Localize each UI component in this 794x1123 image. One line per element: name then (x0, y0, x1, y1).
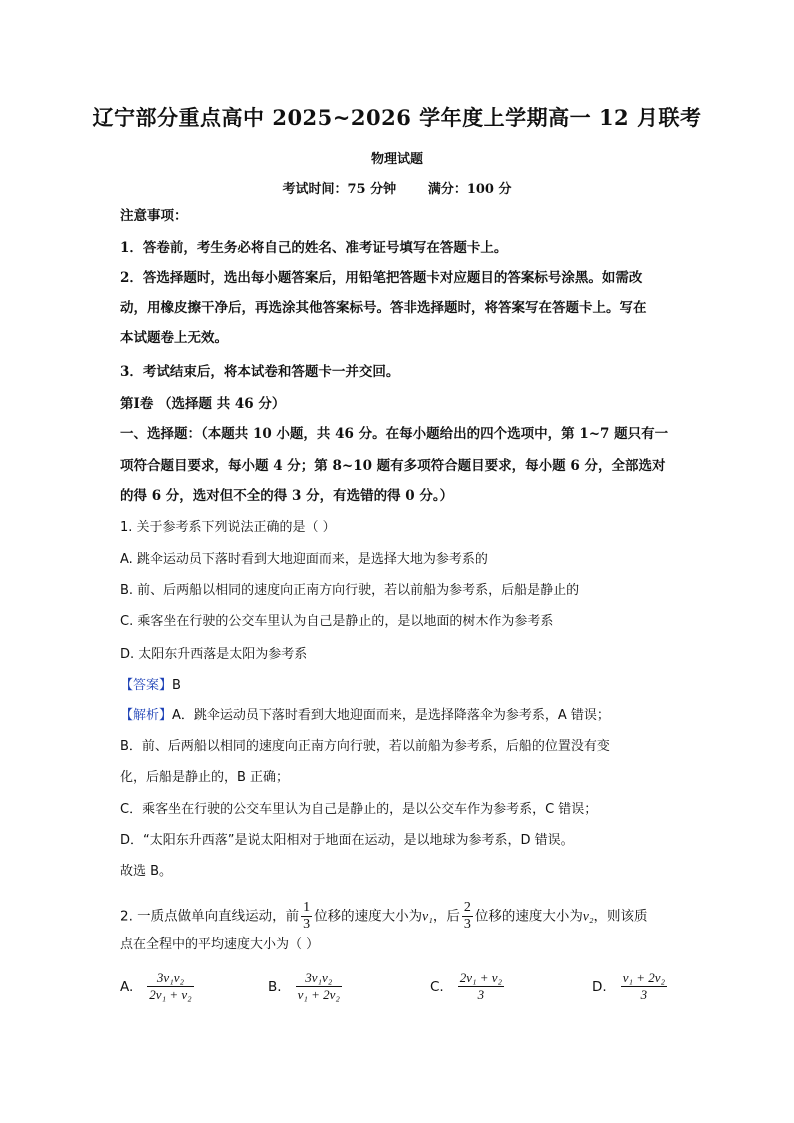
section-instructions-line-1: 一、选择题：（本题共 10 小题，共 46 分。在每小题给出的四个选项中，第 1~7 题只有一 (120, 426, 669, 442)
subject-title: 物理试题 (370, 152, 423, 167)
option-numerator: 3v₁v₂ (147, 970, 193, 987)
q2-stem-part-1: 2. 一质点做单向直线运动，前 (120, 908, 300, 925)
option-label: B. (268, 978, 282, 995)
answer-label: 【答案】 (120, 678, 173, 693)
frac1-den: 3 (303, 917, 311, 932)
question-1-analysis-line-1 (120, 706, 610, 726)
question-1-option-a: A. 跳伞运动员下落时看到大地迎面而来，是选择大地为参考系的 (120, 552, 488, 567)
option-fraction (296, 970, 342, 1003)
question-1-analysis-line-5: D．“太阳东升西落”是说太阳相对于地面在运动，是以地球为参考系，D 错误。 (120, 833, 574, 848)
frac2-num: 2 (463, 900, 471, 915)
question-2-option-b (268, 970, 344, 1003)
analysis-label: 【解析】 (120, 708, 173, 723)
question-2-option-c (430, 970, 506, 1003)
question-1-analysis-line-4: C．乘客坐在行驶的公交车里认为自己是静止的，是以公交车作为参考系，C 错误； (120, 802, 598, 817)
option-denominator: 2v₁ + v₂ (149, 987, 192, 1002)
frac2-den: 3 (463, 917, 471, 932)
question-1-analysis-line-3: 化，后船是静止的，B 正确； (120, 770, 290, 785)
option-numerator: 3v₁v₂ (296, 970, 342, 987)
note-item-3: 3．考试结束后，将本试卷和答题卡一并交回。 (120, 364, 400, 380)
question-2-stem-line-2: 点在全程中的平均速度大小为（ ） (120, 937, 320, 952)
question-1-conclusion: 故选 B。 (120, 864, 173, 879)
option-fraction (147, 970, 193, 1003)
option-denominator: 3 (477, 987, 485, 1002)
exam-info: 考试时间：75 分钟 满分：100 分 (282, 182, 512, 197)
note-item-2-line-3: 本试题卷上无效。 (120, 330, 228, 346)
option-label: C. (430, 978, 444, 995)
exam-title: 辽宁部分重点高中 2025~2026 学年度上学期高一 12 月联考 (92, 105, 702, 130)
option-fraction (621, 970, 667, 1003)
option-fraction (458, 970, 504, 1003)
answer-value: B (172, 678, 181, 693)
option-denominator: 3 (640, 987, 648, 1002)
section-instructions-line-2: 项符合题目要求，每小题 4 分；第 8~10 题有多项符合题目要求，每小题 6 分，全部选对 (120, 458, 666, 474)
question-1-stem: 1. 关于参考系下列说法正确的是（ ） (120, 520, 336, 535)
q2-stem-part-2: 位移的速度大小为 (314, 908, 423, 925)
question-1-option-b: B. 前、后两船以相同的速度向正南方向行驶，若以前船为参考系，后船是静止的 (120, 583, 580, 598)
fraction-one-third (301, 900, 312, 933)
question-1-answer (120, 676, 181, 696)
question-1-option-d: D. 太阳东升西落是太阳为参考系 (120, 647, 308, 662)
q2-stem-part-3: ，后 (432, 908, 460, 925)
question-2-option-a (120, 970, 196, 1003)
question-2-option-d (592, 970, 669, 1003)
analysis-text-1: A．跳伞运动员下落时看到大地迎面而来，是选择降落伞为参考系，A 错误； (172, 708, 610, 723)
notes-heading: 注意事项： (120, 208, 188, 224)
var-v2: v₂ (582, 908, 594, 924)
option-label: D. (592, 978, 607, 995)
frac1-num: 1 (303, 900, 311, 915)
fraction-two-thirds (462, 900, 473, 933)
var-v1: v₁ (422, 908, 433, 924)
note-item-2-line-2: 动，用橡皮擦干净后，再选涂其他答案标号。答非选择题时，将答案写在答题卡上。写在 (120, 300, 647, 316)
option-denominator: v₁ + 2v₂ (297, 987, 340, 1002)
option-numerator: v₁ + 2v₂ (622, 970, 666, 985)
question-2-stem-line-1 (120, 900, 648, 933)
question-1-option-c: C. 乘客坐在行驶的公交车里认为自己是静止的，是以地面的树木作为参考系 (120, 614, 554, 629)
part-title: 第Ⅰ卷 （选择题 共 46 分） (120, 396, 286, 412)
q2-stem-part-4: 位移的速度大小为 (474, 908, 583, 925)
option-label: A. (120, 978, 134, 995)
option-numerator: 2v₁ + v₂ (459, 970, 503, 985)
note-item-1: 1．答卷前，考生务必将自己的姓名、准考证号填写在答题卡上。 (120, 240, 508, 256)
question-1-analysis-line-2: B．前、后两船以相同的速度向正南方向行驶，若以前船为参考系，后船的位置没有变 (120, 739, 610, 754)
note-item-2-line-1: 2．答选择题时，选出每小题答案后，用铅笔把答题卡对应题目的答案标号涂黑。如需改 (120, 270, 643, 286)
section-instructions-line-3: 的得 6 分，选对但不全的得 3 分，有选错的得 0 分。） (120, 488, 454, 504)
q2-stem-part-5: ，则该质 (593, 908, 648, 925)
